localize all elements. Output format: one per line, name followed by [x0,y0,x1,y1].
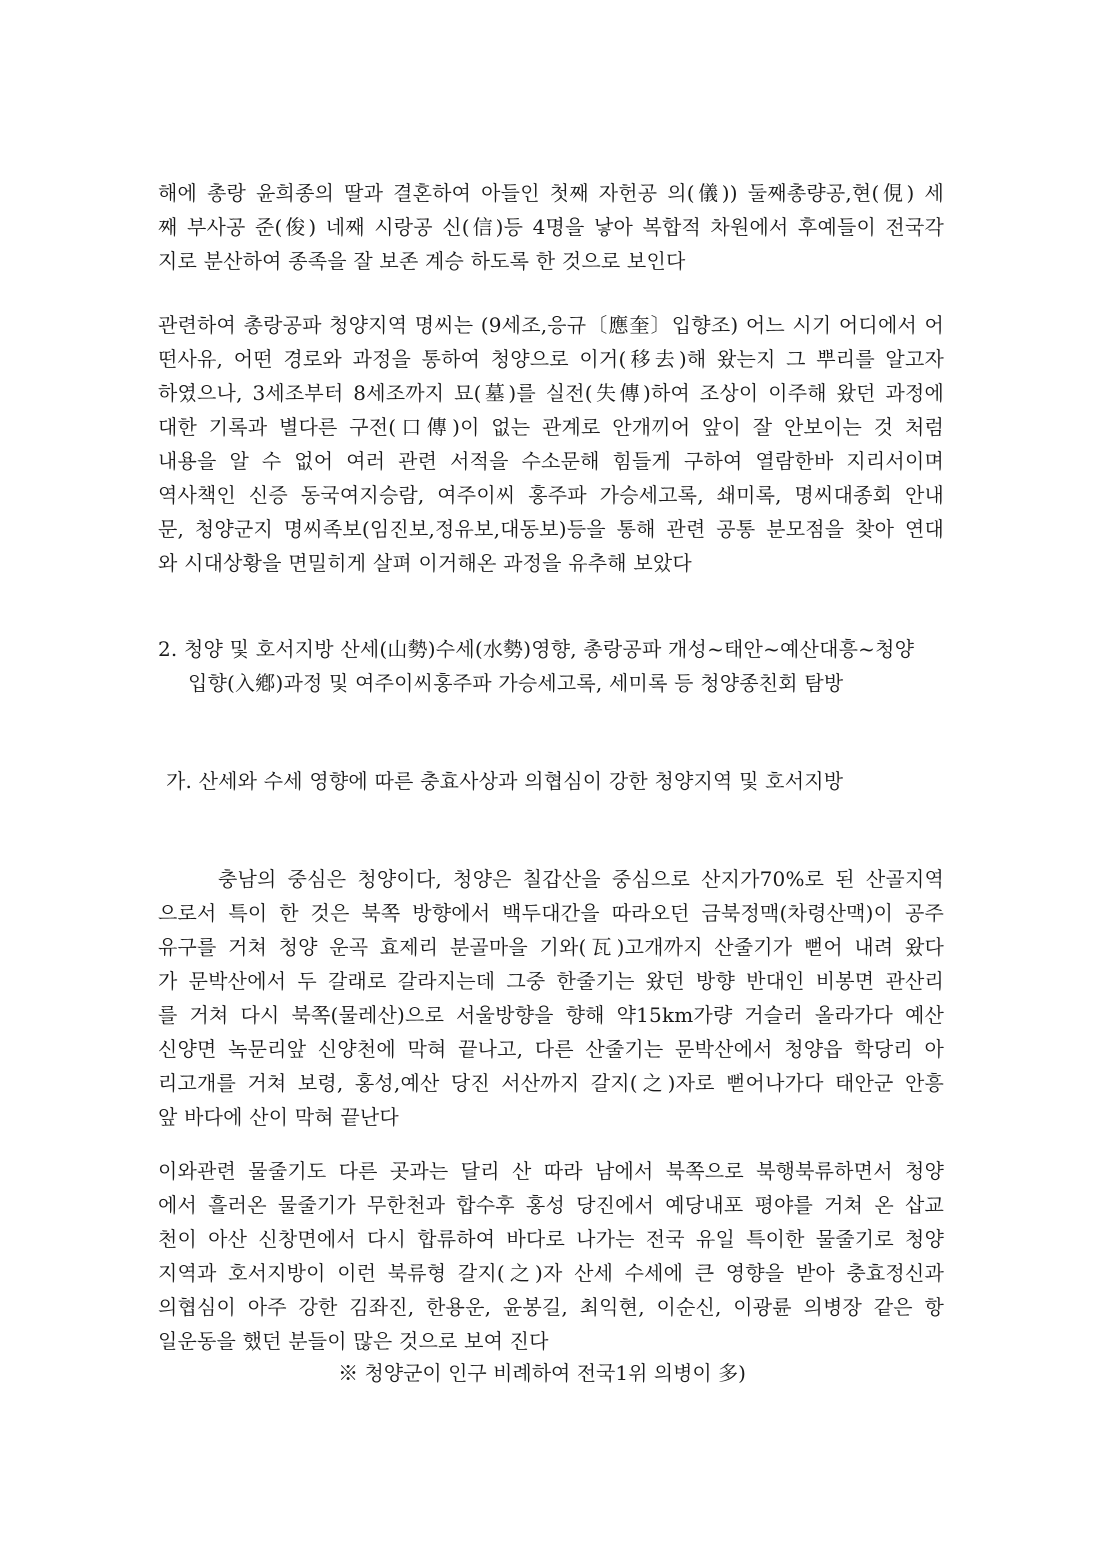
text-line: 으로서 특이 한 것은 북쪽 방향에서 백두대간을 따라오던 금북정맥(차령산맥)이 공주 [158,901,944,925]
text-line: 의협심이 아주 강한 김좌진, 한용운, 윤봉길, 최익현, 이순신, 이광륜 의병장 같은 항 [158,1295,944,1319]
text-line: 해에 총랑 윤희종의 딸과 결혼하여 아들인 첫째 자헌공 의(儀)) 둘째총량공,현(俔) 세 [158,181,944,205]
text-line: 유구를 거쳐 청양 운곡 효제리 분골마을 기와(瓦)고개까지 산줄기가 뻗어 내려 왔다 [158,935,944,959]
paragraph-marriage-lineage [158,176,944,278]
paragraph-water-flow [158,1154,944,1358]
section-heading-line: 입향(入鄕)과정 및 여주이씨홍주파 가승세고록, 세미록 등 청양종친회 탐방 [188,671,844,695]
text-line: 대한 기록과 별다른 구전(口傳)이 없는 관계로 안개끼어 앞이 잘 안보이는 것 처럼 [158,415,944,439]
text-line: 앞 바다에 산이 막혀 끝난다 [158,1105,399,1129]
text-line: 가 문박산에서 두 갈래로 갈라지는데 그중 한줄기는 왔던 방향 반대인 비봉면 관산리 [158,969,944,993]
paragraph-research-background [158,308,944,580]
text-line: 관련하여 총랑공파 청양지역 명씨는 (9세조,응규〔應奎〕입향조) 어느 시기 어디에서 어 [158,313,944,337]
paragraph-mountain-geography [158,862,944,1134]
section-2-heading [158,632,944,700]
text-line: 째 부사공 준(俊) 네째 시랑공 신(信)등 4명을 낳아 복합적 차원에서 후예들이 전국각 [158,215,944,239]
subsection-heading-text: 가. 산세와 수세 영향에 따른 충효사상과 의협심이 강한 청양지역 및 호서지방 [166,769,844,793]
text-line: 하였으나, 3세조부터 8세조까지 묘(墓)를 실전(失傳)하여 조상이 이주해 왔던 과정에 [158,381,944,405]
text-line: 문, 청양군지 명씨족보(임진보,정유보,대동보)등을 통해 관련 공통 분모점을 찾아 연대 [158,517,944,541]
footnote-volunteer-army: ※ 청양군이 인구 비례하여 전국1위 의병이 多) [338,1361,746,1385]
text-line: 지로 분산하여 종족을 잘 보존 계승 하도록 한 것으로 보인다 [158,249,686,273]
section-heading-line: 2. 청양 및 호서지방 산세(山勢)수세(水勢)영향, 총랑공파 개성~태안~예산대흥~청양 [158,637,915,661]
text-line: 신양면 녹문리앞 신양천에 막혀 끝나고, 다른 산줄기는 문박산에서 청양읍 학당리 아 [158,1037,944,1061]
text-line: 충남의 중심은 청양이다, 청양은 칠갑산을 중심으로 산지가70%로 된 산골지역 [218,867,944,891]
text-line: 리고개를 거쳐 보령, 홍성,예산 당진 서산까지 갈지(之)자로 뻗어나가다 태안군 안흥 [158,1071,944,1095]
text-line: 역사책인 신증 동국여지승람, 여주이씨 홍주파 가승세고록, 쇄미록, 명씨대종회 안내 [158,483,944,507]
text-line: 를 거쳐 다시 북쪽(물레산)으로 서울방향을 향해 약15km가량 거슬러 올라가다 예산 [158,1003,944,1027]
text-line: 천이 아산 신창면에서 다시 합류하여 바다로 나가는 전국 유일 특이한 물줄기로 청양 [158,1227,944,1251]
text-line: 와 시대상황을 면밀히게 살펴 이거해온 과정을 유추해 보았다 [158,551,692,575]
text-line: 내용을 알 수 없어 여러 관련 서적을 수소문해 힘들게 구하여 열람한바 지리서이며 [158,449,944,473]
text-line: 일운동을 했던 분들이 많은 것으로 보여 진다 [158,1329,549,1353]
text-line: 지역과 호서지방이 이런 북류형 갈지(之)자 산세 수세에 큰 영향을 받아 충효정신과 [158,1261,944,1285]
text-line: 이와관련 물줄기도 다른 곳과는 달리 산 따라 남에서 북쪽으로 북행북류하면서 청양 [158,1159,944,1183]
text-line: 떤사유, 어떤 경로와 과정을 통하여 청양으로 이거(移去)해 왔는지 그 뿌리를 알고자 [158,347,944,371]
subsection-ga-heading [166,764,952,798]
text-line: 에서 흘러온 물줄기가 무한천과 합수후 홍성 당진에서 예당내포 평야를 거쳐 온 삽교 [158,1193,944,1217]
